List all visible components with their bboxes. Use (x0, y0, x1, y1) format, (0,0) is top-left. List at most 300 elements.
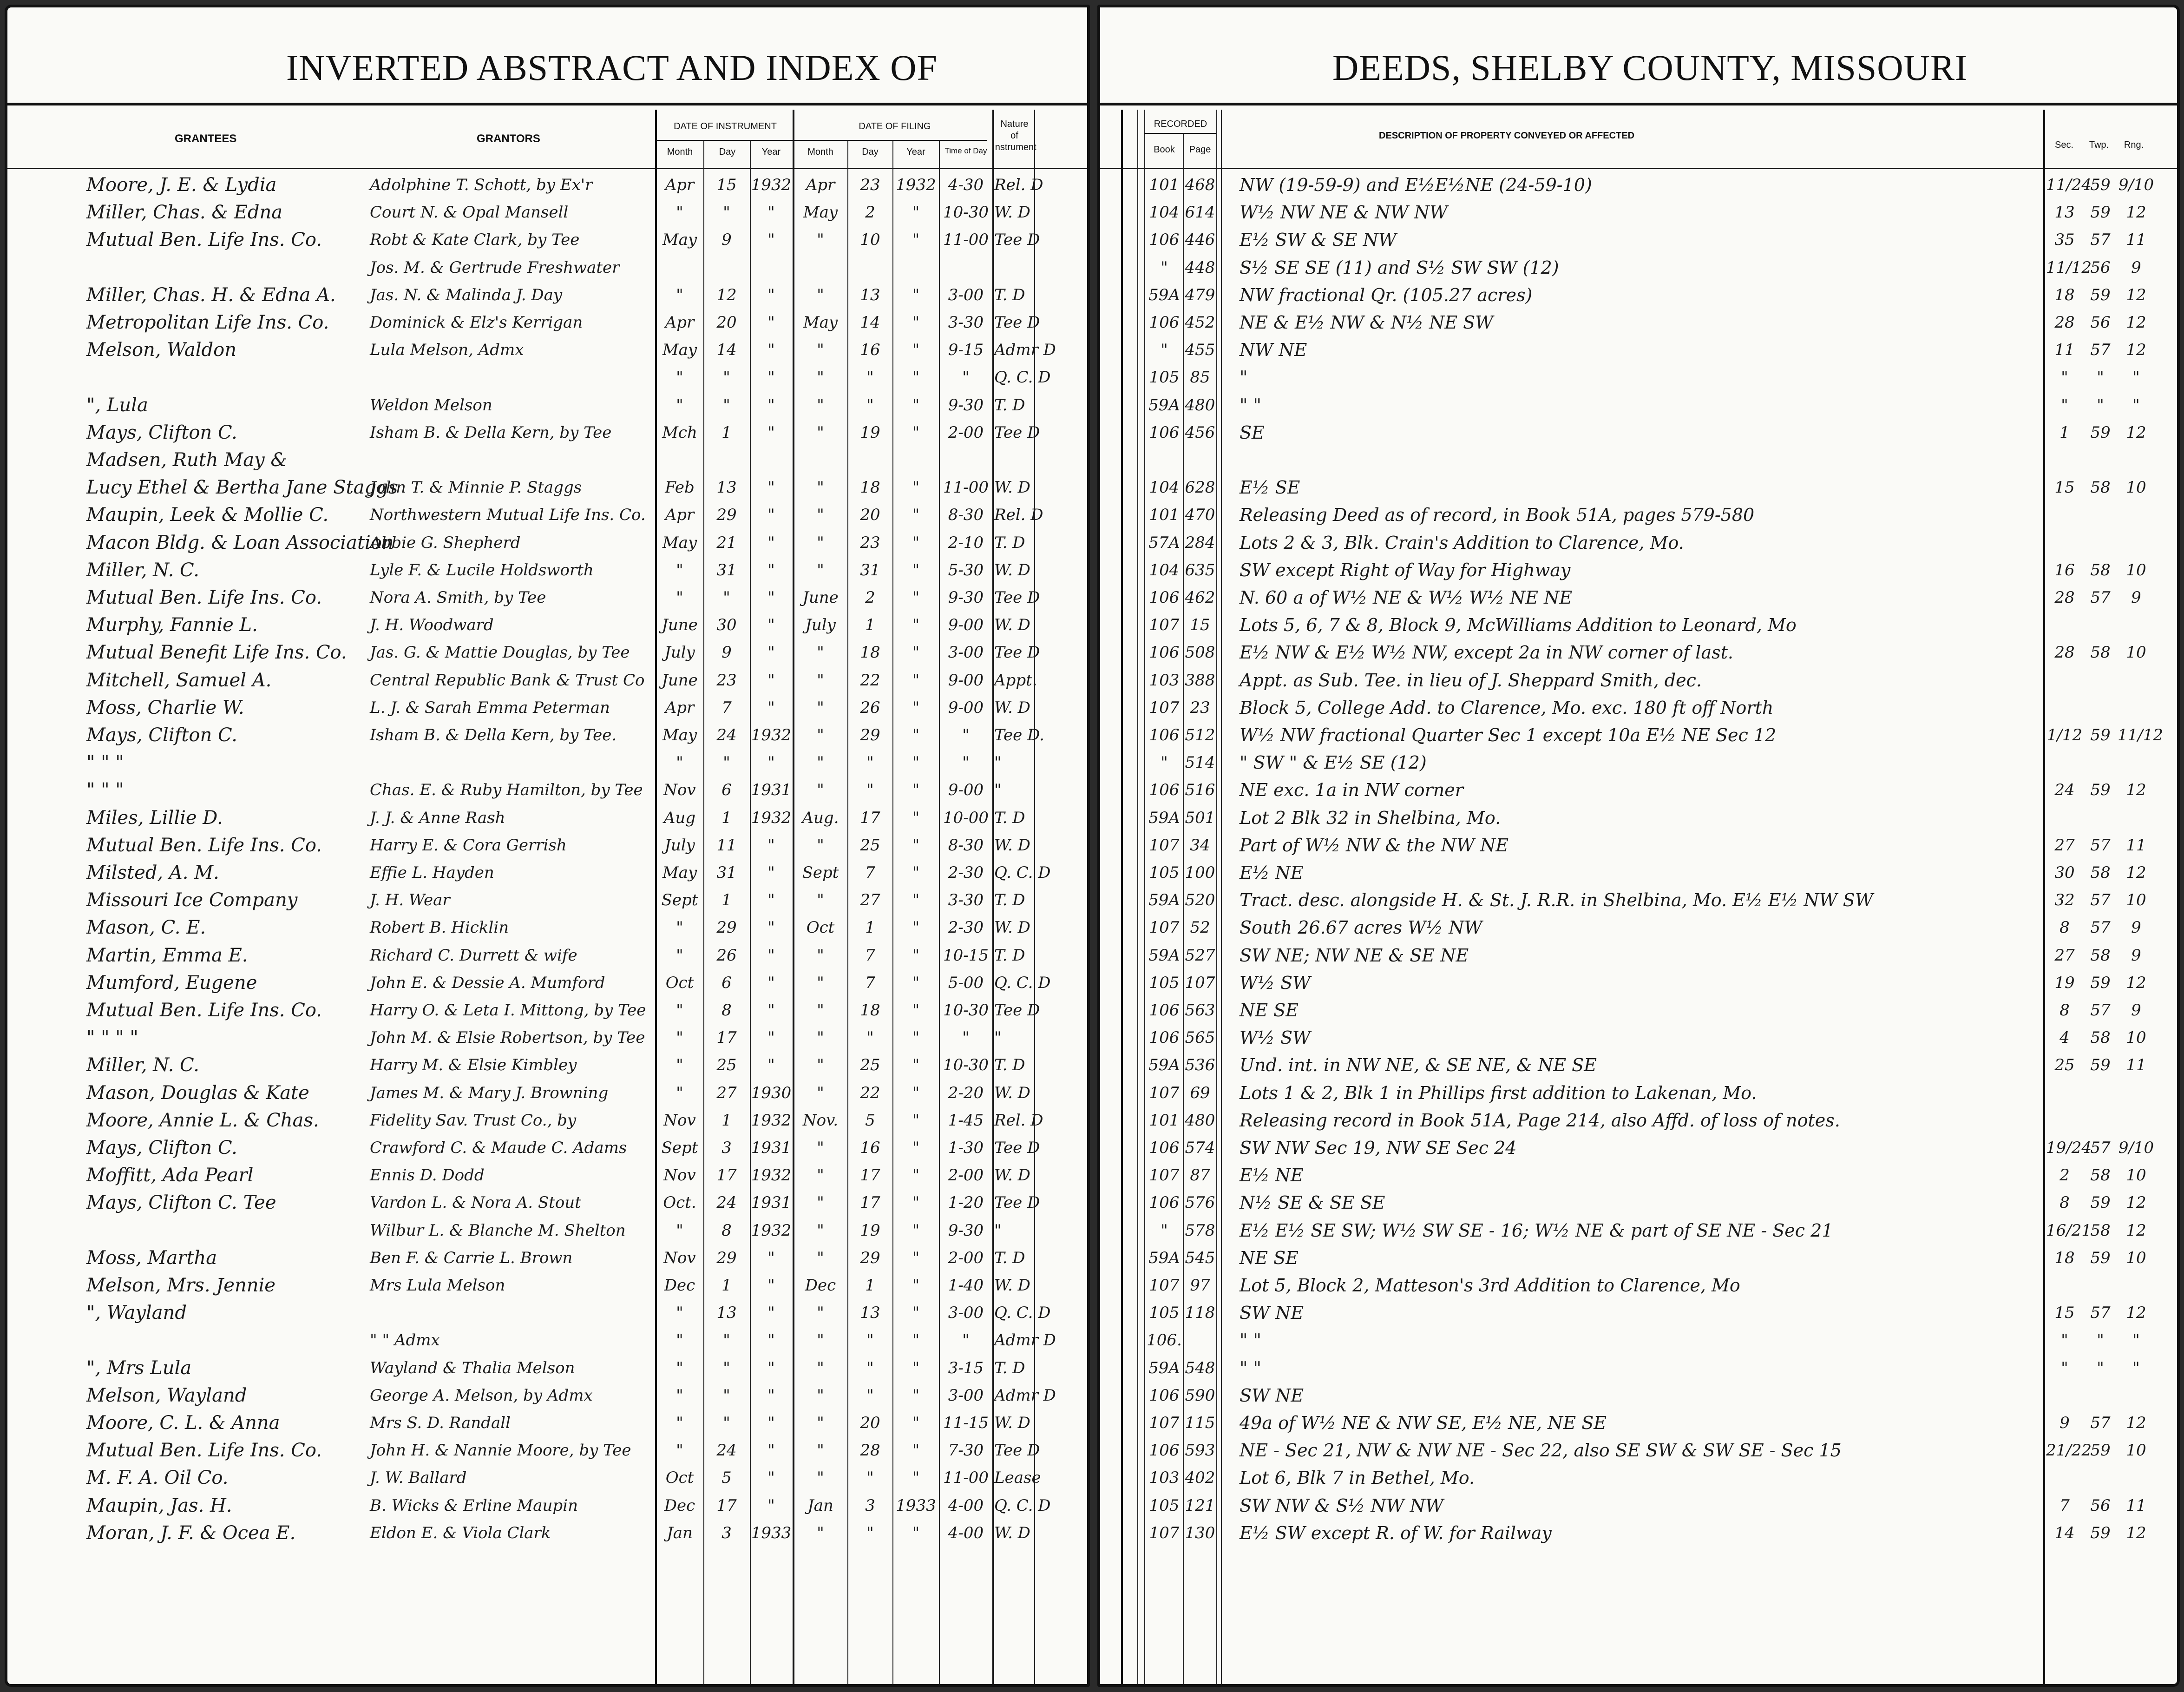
inst-month-cell: June (662, 616, 698, 634)
header-book: Book (1154, 145, 1175, 155)
inst-month-cell (657, 255, 702, 280)
grantee-cell: ", Lula (86, 395, 148, 416)
grantee-cell: Miller, Chas. H. & Edna A. (86, 284, 336, 306)
nature-cell: T. D (994, 1359, 1025, 1377)
description-cell: NE SE (1240, 1000, 1299, 1020)
ledger-row-right (1100, 1108, 2177, 1133)
ledger-row-left (7, 888, 1087, 913)
filing-year-cell: " (912, 396, 920, 415)
grantee-cell: Moss, Charlie W. (86, 697, 244, 718)
sec-cell: 2 (2059, 1166, 2070, 1185)
page-cell: 565 (1185, 1028, 1215, 1047)
filing-time-cell: 10-00 (943, 809, 989, 827)
sec-cell: 19 (2054, 974, 2075, 992)
filing-month-cell: " (817, 423, 824, 442)
rng-cell: 11 (2126, 1496, 2146, 1515)
grantee-cell: Mays, Clifton C. (86, 422, 237, 443)
grantor-cell (370, 750, 654, 775)
ledger-row-left (7, 1438, 1087, 1463)
filing-day-cell: " (866, 1028, 874, 1047)
inst-month-cell (657, 448, 702, 473)
filing-time-cell: 2-30 (948, 918, 984, 937)
filing-year-cell: " (912, 1001, 920, 1020)
nature-cell: Tee D (994, 1441, 1040, 1460)
sec-cell: 4 (2059, 1028, 2070, 1047)
sec-cell: 27 (2054, 946, 2075, 965)
sec-cell: 25 (2054, 1056, 2075, 1074)
ledger-row-right (1100, 448, 2177, 473)
nature-cell: Q. C. D (994, 863, 1051, 882)
filing-year-cell: " (912, 726, 920, 744)
grantee-cell: Lucy Ethel & Bertha Jane Staggs (86, 477, 398, 498)
nature-cell: T. D (994, 1249, 1025, 1267)
ledger-row-right (1100, 1163, 2177, 1188)
filing-time-cell: 11-00 (943, 1468, 989, 1487)
grantor-cell: Eldon E. & Viola Clark (370, 1524, 551, 1542)
inst-day-cell: " (723, 1414, 730, 1432)
grantee-cell: Melson, Wayland (86, 1385, 247, 1406)
grantor-cell: Weldon Melson (370, 396, 492, 415)
filing-month-cell: Jan (807, 1496, 833, 1515)
rng-cell: 9 (2131, 1001, 2141, 1020)
inst-day-cell: 17 (716, 1028, 737, 1047)
inst-year-cell: " (767, 1414, 775, 1432)
inst-year-cell: " (767, 588, 775, 607)
grantor-cell: Mrs S. D. Randall (370, 1414, 511, 1432)
inst-day-cell: " (723, 1359, 730, 1377)
ledger-row-left (7, 502, 1087, 527)
filing-time-cell: " (962, 1331, 970, 1350)
ledger-row-right (1100, 283, 2177, 308)
ledger-row-right (1100, 888, 2177, 913)
header-twp: Twp. (2089, 140, 2109, 150)
filing-day-cell: 13 (860, 286, 880, 304)
inst-day-cell: 24 (716, 1441, 737, 1460)
filing-time-cell: 9-30 (948, 588, 984, 607)
header-bottom-rule (7, 168, 1087, 169)
header-top-rule (7, 103, 1087, 105)
rng-cell: 12 (2126, 1221, 2146, 1240)
filing-day-cell: 20 (860, 506, 880, 524)
twp-cell (2084, 1465, 2117, 1490)
grantor-cell (370, 448, 654, 473)
nature-cell: W. D (994, 836, 1030, 855)
header-description: DESCRIPTION OF PROPERTY CONVEYED OR AFFECTED (1379, 131, 1635, 141)
filing-year-cell: " (912, 1304, 920, 1322)
nature-cell: W. D (994, 1524, 1030, 1542)
book-cell: " (1161, 753, 1168, 772)
ledger-row-left (7, 558, 1087, 583)
filing-time-cell: 9-00 (948, 698, 984, 717)
twp-cell: 58 (2090, 643, 2111, 662)
twp-cell: 58 (2090, 478, 2111, 497)
sec-cell (2046, 1080, 2083, 1106)
inst-year-cell: 1932 (751, 1166, 792, 1185)
twp-cell (2084, 612, 2117, 638)
ledger-row-right (1100, 1245, 2177, 1271)
inst-year-cell: " (767, 974, 775, 992)
page-cell: 536 (1185, 1056, 1215, 1074)
filing-year-cell: " (912, 368, 920, 387)
book-cell: 107 (1149, 616, 1180, 634)
grantor-cell: Nora A. Smith, by Tee (370, 588, 546, 607)
ledger-row-left (7, 777, 1087, 803)
inst-year-cell: 1931 (751, 1193, 792, 1212)
page-cell: 512 (1185, 726, 1215, 744)
grantor-cell: Harry M. & Elsie Kimbley (370, 1056, 577, 1074)
header-nature-2: of (1010, 131, 1018, 141)
filing-time-cell: " (962, 1028, 970, 1047)
inst-year-cell: " (767, 1028, 775, 1047)
twp-cell: 57 (2090, 1304, 2111, 1322)
header-date-of-instrument: DATE OF INSTRUMENT (674, 121, 777, 132)
inst-year-cell: " (767, 286, 775, 304)
filing-day-cell: 18 (860, 478, 880, 497)
ledger-row-left (7, 750, 1087, 775)
inst-year-cell: 1933 (751, 1524, 792, 1542)
book-cell: 106 (1149, 423, 1180, 442)
ledger-row-left (7, 860, 1087, 885)
rng-cell: 12 (2126, 1193, 2146, 1212)
filing-day-cell: 16 (860, 1139, 880, 1157)
filing-year-cell: " (912, 809, 920, 827)
twp-cell: 59 (2090, 176, 2111, 194)
description-cell: E½ E½ SE SW; W½ SW SE - 16; W½ NE & part of SE NE - Sec 21 (1240, 1220, 1833, 1241)
sec-cell: 16/21 (2046, 1221, 2092, 1240)
page-cell: 446 (1185, 230, 1215, 249)
description-cell: Und. int. in NW NE, & SE NE, & NE SE (1240, 1055, 1597, 1075)
twp-cell: " (2097, 1331, 2104, 1350)
ledger-row-left (7, 1108, 1087, 1133)
filing-month-cell: " (817, 1386, 824, 1405)
filing-month-cell: " (817, 698, 824, 717)
inst-month-cell: " (676, 1441, 683, 1460)
nature-cell: Q. C. D (994, 974, 1051, 992)
nature-cell: W. D (994, 1414, 1030, 1432)
rng-cell: 9 (2131, 588, 2141, 607)
book-cell: " (1161, 341, 1168, 359)
rng-cell: 11 (2126, 230, 2146, 249)
inst-day-cell: 11 (716, 836, 737, 855)
ledger-row-right (1100, 1465, 2177, 1490)
ledger-row-left (7, 530, 1087, 555)
grantee-cell: ", Wayland (86, 1302, 187, 1323)
description-cell: Lots 2 & 3, Blk. Crain's Addition to Clarence, Mo. (1240, 533, 1684, 553)
rng-cell: 12 (2126, 1304, 2146, 1322)
rng-cell (2118, 1383, 2155, 1408)
grantee-cell: Mays, Clifton C. (86, 724, 237, 746)
inst-year-cell: 1931 (751, 1139, 792, 1157)
filing-year-cell: " (912, 203, 920, 222)
inst-year-cell: " (767, 1249, 775, 1267)
inst-month-cell: " (676, 1221, 683, 1240)
grantor-cell: Jas. N. & Malinda J. Day (370, 286, 563, 304)
nature-cell: W. D (994, 918, 1030, 937)
grantee-cell: Mumford, Eugene (86, 972, 257, 994)
right-page-title: DEEDS, SHELBY COUNTY, MISSOURI (1332, 47, 1968, 88)
filing-year-cell: " (912, 1166, 920, 1185)
filing-day-cell: 17 (860, 809, 880, 827)
filing-year-cell: " (912, 671, 920, 690)
grantor-cell: Lula Melson, Admx (370, 341, 524, 359)
book-cell: 106 (1149, 643, 1180, 662)
inst-day-cell: 1 (721, 1111, 732, 1130)
page-cell: 614 (1185, 203, 1215, 222)
inst-day-cell: 31 (716, 561, 737, 579)
filing-month-cell: May (803, 313, 838, 332)
filing-month-cell: " (817, 1524, 824, 1542)
filing-day-cell: " (866, 396, 874, 415)
description-cell: Releasing Deed as of record, in Book 51A, pages 579-580 (1240, 505, 1755, 525)
book-cell: 59A (1148, 1249, 1180, 1267)
ledger-row-right (1100, 227, 2177, 252)
header-filing-year: Year (906, 147, 925, 157)
filing-year-cell: " (912, 313, 920, 332)
filing-day-cell: " (866, 1331, 874, 1350)
twp-cell: 59 (2090, 1441, 2111, 1460)
filing-time-cell: 1-40 (948, 1276, 984, 1295)
inst-month-cell: Oct (665, 974, 694, 992)
sec-cell: 8 (2059, 918, 2070, 937)
ledger-row-right (1100, 1080, 2177, 1106)
filing-month-cell: " (817, 1221, 824, 1240)
inst-day-cell: 14 (716, 341, 737, 359)
filing-year-cell: " (912, 698, 920, 717)
inst-month-cell: Jan (667, 1524, 693, 1542)
twp-cell (2084, 1383, 2117, 1408)
inst-month-cell: Apr (665, 506, 695, 524)
sec-cell: 1/12 (2046, 726, 2083, 744)
header-inst-year: Year (761, 147, 781, 157)
right-ledger-page (1097, 5, 2180, 1687)
inst-month-cell: May (662, 726, 697, 744)
filing-time-cell: 11-00 (943, 230, 989, 249)
grantee-cell: Martin, Emma E. (86, 945, 248, 966)
filing-year-cell: " (912, 478, 920, 497)
page-cell: 508 (1185, 643, 1215, 662)
book-cell: 104 (1149, 203, 1180, 222)
rng-cell: 11/12 (2118, 726, 2163, 744)
filing-time-cell: 5-00 (948, 974, 984, 992)
inst-year-cell: 1932 (751, 1111, 792, 1130)
description-cell: E½ NE (1240, 862, 1304, 883)
grantee-cell: Macon Bldg. & Loan Association (86, 532, 394, 553)
inst-month-cell: Nov (663, 1111, 696, 1130)
filing-month-cell: " (817, 1359, 824, 1377)
inst-year-cell: " (767, 891, 775, 909)
grantee-cell: Maupin, Leek & Mollie C. (86, 504, 329, 526)
ledger-row-right (1100, 420, 2177, 445)
inst-day-cell: 9 (721, 230, 732, 249)
book-cell: 59A (1148, 946, 1180, 965)
rng-cell (2118, 530, 2155, 555)
filing-time-cell: 11-00 (943, 478, 989, 497)
description-cell: E½ SE (1240, 477, 1300, 498)
ledger-row-left (7, 915, 1087, 940)
filing-time-cell: 3-00 (948, 1386, 984, 1405)
sec-cell: 16 (2054, 561, 2075, 579)
nature-cell: T. D (994, 809, 1025, 827)
nature-cell (994, 255, 1087, 280)
filing-day-cell: 19 (860, 1221, 880, 1240)
book-cell: 107 (1149, 836, 1180, 855)
filing-month-cell: " (817, 1166, 824, 1185)
grantor-cell: John H. & Nannie Moore, by Tee (370, 1441, 631, 1460)
twp-cell: 59 (2090, 1056, 2111, 1074)
filing-day-cell: 25 (860, 836, 880, 855)
page-cell: 480 (1185, 396, 1215, 415)
description-cell: SW except Right of Way for Highway (1240, 560, 1571, 580)
rng-cell: 10 (2126, 643, 2146, 662)
inst-day-cell: 15 (716, 176, 737, 194)
description-cell: SW NE (1240, 1303, 1304, 1323)
inst-day-cell: 8 (721, 1001, 732, 1020)
ledger-row-left (7, 448, 1087, 473)
inst-month-cell: Sept (661, 1139, 698, 1157)
rng-cell: 10 (2126, 1166, 2146, 1185)
filing-day-cell: 23 (860, 533, 880, 552)
nature-cell: " (994, 1221, 1002, 1240)
filing-year-cell: " (912, 341, 920, 359)
filing-day-cell: " (866, 1524, 874, 1542)
filing-month-cell: " (817, 726, 824, 744)
filing-day-cell (848, 448, 892, 473)
sec-cell: 8 (2059, 1001, 2070, 1020)
inst-year-cell: " (767, 1386, 775, 1405)
grantor-cell: J. H. Woodward (370, 616, 494, 634)
grantee-cell: Mays, Clifton C. Tee (86, 1192, 276, 1213)
ledger-row-left (7, 1465, 1087, 1490)
filing-day-cell: 14 (860, 313, 880, 332)
description-cell: Lot 2 Blk 32 in Shelbina, Mo. (1240, 808, 1501, 828)
page-cell: 52 (1190, 918, 1210, 937)
header-rng: Rng. (2124, 140, 2144, 150)
inst-day-cell: 3 (721, 1524, 732, 1542)
nature-cell: T. D (994, 1056, 1025, 1074)
filing-day-cell: 22 (860, 1084, 880, 1102)
page-cell: 548 (1185, 1359, 1215, 1377)
page-cell: 479 (1185, 286, 1215, 304)
sec-cell: " (2061, 396, 2068, 415)
sec-cell: 32 (2054, 891, 2075, 909)
inst-year-cell: " (767, 1468, 775, 1487)
book-cell: 106 (1149, 1193, 1180, 1212)
sec-cell (2046, 1108, 2083, 1133)
grantor-cell: Court N. & Opal Mansell (370, 203, 569, 222)
page-cell: 456 (1185, 423, 1215, 442)
filing-month-cell: " (817, 891, 824, 909)
inst-year-cell: " (767, 863, 775, 882)
inst-year-cell: 1932 (751, 726, 792, 744)
filing-day-cell: " (866, 753, 874, 772)
header-page: Page (1189, 145, 1211, 155)
sec-cell: 9 (2059, 1414, 2070, 1432)
twp-cell (2084, 750, 2117, 775)
rng-cell: 12 (2126, 286, 2146, 304)
grantee-cell: Maupin, Jas. H. (86, 1495, 232, 1516)
ledger-row-right (1100, 1438, 2177, 1463)
page-cell: 455 (1185, 341, 1215, 359)
page-cell: 448 (1185, 258, 1215, 277)
rng-cell: 9 (2131, 258, 2141, 277)
page-cell: 107 (1185, 974, 1215, 992)
nature-cell: Tee D (994, 423, 1040, 442)
filing-day-cell: 19 (860, 423, 880, 442)
page-cell: 121 (1185, 1496, 1215, 1515)
filing-day-cell: " (866, 1386, 874, 1405)
filing-day-cell: 20 (860, 1414, 880, 1432)
inst-month-cell: " (676, 1001, 683, 1020)
ledger-row-left (7, 1383, 1087, 1408)
inst-year-cell: 1932 (751, 176, 792, 194)
filing-time-cell: 10-30 (943, 203, 989, 222)
page-cell: 578 (1185, 1221, 1215, 1240)
description-cell: Appt. as Sub. Tee. in lieu of J. Sheppard Smith, dec. (1240, 670, 1702, 691)
inst-day-cell: 17 (716, 1496, 737, 1515)
header-time-of-day: Time of Day (944, 146, 987, 155)
ledger-row-right (1100, 1273, 2177, 1298)
ledger-row-right (1100, 1383, 2177, 1408)
grantor-cell: George A. Melson, by Admx (370, 1386, 593, 1405)
book-cell: 59A (1148, 1056, 1180, 1074)
page-cell (1184, 1328, 1216, 1353)
twp-cell: 59 (2090, 974, 2111, 992)
filing-time-cell: " (962, 753, 970, 772)
filing-time-cell: 10-15 (943, 946, 989, 965)
filing-time-cell: 2-00 (948, 423, 984, 442)
filing-month-cell: " (817, 368, 824, 387)
filing-time-cell (940, 448, 991, 473)
filing-time-cell: " (962, 368, 970, 387)
inst-year-cell: " (767, 341, 775, 359)
description-cell: NW NE (1240, 340, 1307, 360)
grantee-cell (86, 1218, 365, 1243)
inst-day-cell: 26 (716, 946, 737, 965)
description-cell: SW NE (1240, 1385, 1304, 1406)
nature-cell: Q. C. D (994, 1304, 1051, 1322)
filing-month-cell: " (817, 1304, 824, 1322)
inst-month-cell: " (676, 918, 683, 937)
grantor-cell: Effie L. Hayden (370, 863, 494, 882)
filing-year-cell: " (912, 863, 920, 882)
filing-year-cell: " (912, 286, 920, 304)
filing-year-cell: " (912, 1139, 920, 1157)
twp-cell (2084, 502, 2117, 527)
sec-cell: 11/12 (2046, 258, 2092, 277)
ledger-row-right (1100, 310, 2177, 335)
filing-day-cell: 16 (860, 341, 880, 359)
filing-month-cell: Aug. (802, 809, 839, 827)
ledger-row-right (1100, 695, 2177, 720)
grantor-cell: B. Wicks & Erline Maupin (370, 1496, 578, 1515)
book-cell: 107 (1149, 698, 1180, 717)
inst-day-cell: 12 (716, 286, 737, 304)
inst-month-cell: " (676, 1386, 683, 1405)
inst-year-cell: " (767, 753, 775, 772)
inst-month-cell: May (662, 533, 697, 552)
grantor-cell: Harry E. & Cora Gerrish (370, 836, 567, 855)
grantor-cell: Harry O. & Leta I. Mittong, by Tee (370, 1001, 646, 1020)
twp-cell (2084, 1080, 2117, 1106)
rng-cell: 12 (2126, 1414, 2146, 1432)
book-cell: 106 (1149, 588, 1180, 607)
rng-cell: 9 (2131, 918, 2141, 937)
filing-day-cell: 7 (865, 974, 875, 992)
page-cell: 480 (1185, 1111, 1215, 1130)
filing-month-cell: " (817, 781, 824, 799)
inst-month-cell: May (662, 341, 697, 359)
ledger-row-left (7, 1080, 1087, 1106)
